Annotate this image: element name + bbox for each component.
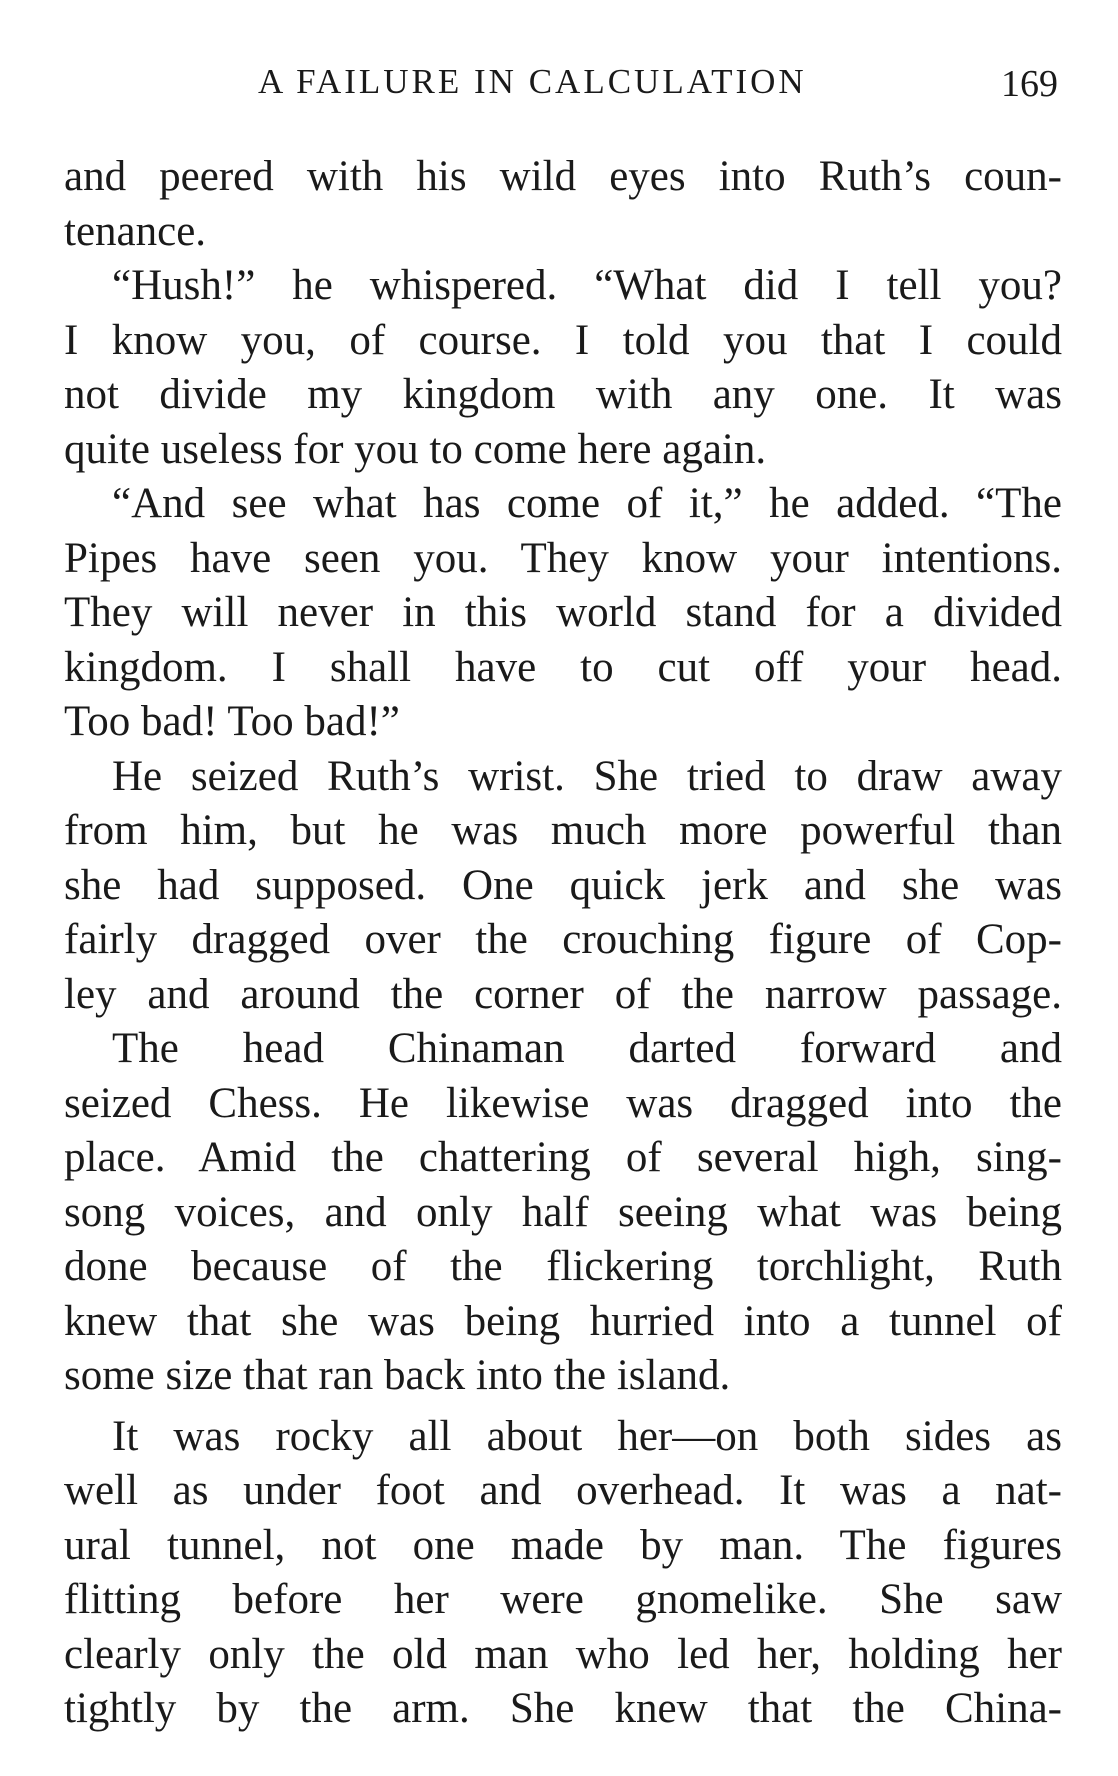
text-line: not divide my kingdom with any one. It was (64, 371, 1062, 418)
page-number: 169 (1001, 63, 1058, 105)
text-line: I know you, of course. I told you that I could (64, 316, 1062, 364)
text-line: and peered with his wild eyes into Ruth’s coun- (64, 153, 1062, 200)
text-line: she had supposed. One quick jerk and she was (64, 861, 1062, 909)
text-line: fairly dragged over the crouching figure of Cop- (64, 916, 1062, 963)
text-line: knew that she was being hurried into a tunnel of (64, 1297, 1062, 1345)
text-line: done because of the flickering torchlight, Ruth (64, 1243, 1062, 1290)
text-line: tightly by the arm. She knew that the China- (64, 1685, 1062, 1732)
text-line: quite useless for you to come here again. (64, 425, 767, 473)
text-line: flitting before her were gnomelike. She saw (64, 1576, 1062, 1623)
paragraph-first-line: The head Chinaman darted forward and (112, 1025, 1062, 1072)
paragraph-first-line: He seized Ruth’s wrist. She tried to draw away (112, 752, 1062, 800)
text-line: ural tunnel, not one made by man. The figures (64, 1521, 1062, 1569)
text-line: ley and around the corner of the narrow passage. (64, 970, 1062, 1018)
text-line: Pipes have seen you. They know your intentions. (64, 534, 1062, 582)
text-line: some size that ran back into the island. (64, 1352, 731, 1399)
text-line: place. Amid the chattering of several high, sing- (64, 1134, 1062, 1181)
running-header (0, 62, 1118, 106)
text-line: seized Chess. He likewise was dragged into the (64, 1079, 1062, 1127)
text-line: kingdom. I shall have to cut off your head. (64, 643, 1062, 691)
paragraph-first-line: “And see what has come of it,” he added. “The (112, 480, 1062, 527)
text-line: clearly only the old man who led her, holding her (64, 1630, 1062, 1678)
text-line: tenance. (64, 207, 207, 255)
paragraph-first-line: It was rocky all about her—on both sides as (112, 1412, 1062, 1460)
text-line: from him, but he was much more powerful than (64, 807, 1062, 854)
chapter-running-title: A FAILURE IN CALCULATION (258, 62, 807, 101)
text-line: Too bad! Too bad!” (64, 698, 400, 745)
body-text (64, 150, 1062, 1737)
text-line: They will never in this world stand for a divided (64, 589, 1062, 636)
paragraph-first-line: “Hush!” he whispered. “What did I tell you? (112, 262, 1062, 309)
text-line: song voices, and only half seeing what was being (64, 1188, 1062, 1236)
text-line: well as under foot and overhead. It was a nat- (64, 1467, 1062, 1514)
